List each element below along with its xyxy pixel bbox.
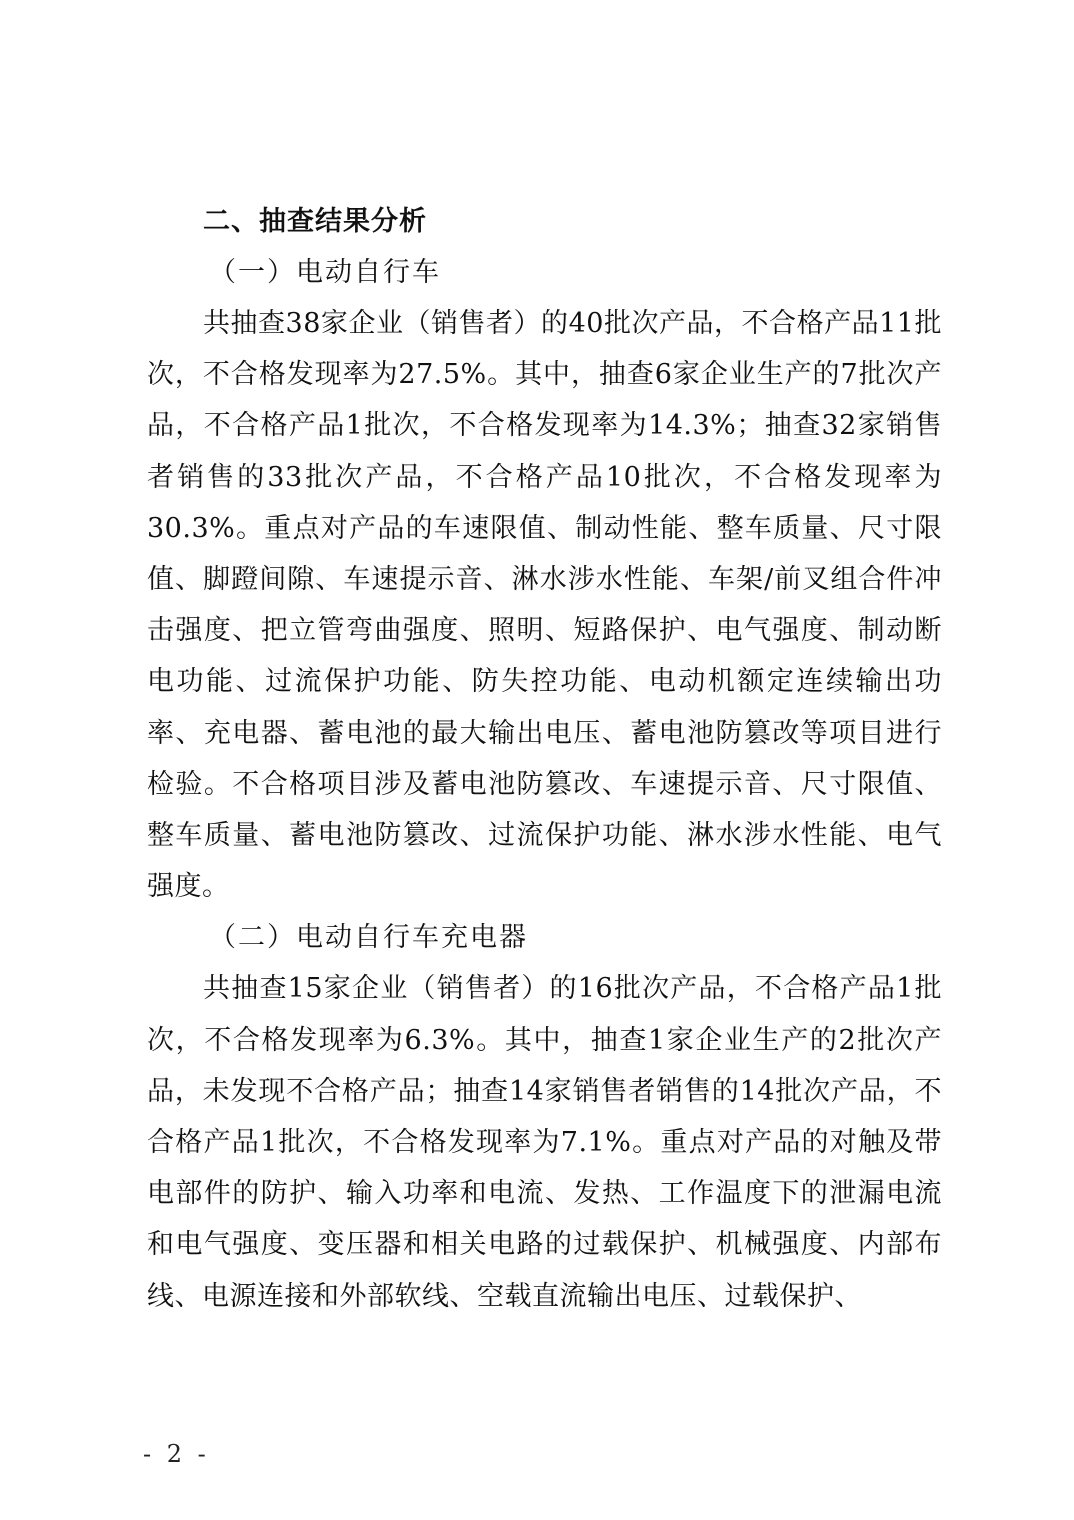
subsection-heading-electric-bicycle: （一）电动自行车 [209, 257, 441, 288]
page-number: - 2 - [143, 1440, 210, 1468]
subsection-heading-charger: （二）电动自行车充电器 [209, 922, 528, 954]
subsection-body-charger: 共抽查15家企业（销售者）的16批次产品，不合格产品1批次，不合格发现率为6.3%。其中，抽查1家企业生产的2批次产品，未发现不合格产品；抽查14家销售者销售的14批次产品，不合格产品1批次，不合格发现率为7.1%。重点对产品的对触及带电部件的防护、输入功率和电流、发热、工作温度下的泄漏电流和电气强度、变压器和相关电路的过载保护、机械强度、内部布线、电源连接和外部软线、空载直流输出电压、过载保护、 [147, 973, 942, 1312]
subsection-body-electric-bicycle: 共抽查38家企业（销售者）的40批次产品，不合格产品11批次，不合格发现率为27.5%。其中，抽查6家企业生产的7批次产品，不合格产品1批次，不合格发现率为14.3%；抽查32家销售者销售的33批次产品，不合格产品10批次，不合格发现率为30.3%。重点对产品的车速限值、制动性能、整车质量、尺寸限值、脚蹬间隙、车速提示音、淋水涉水性能、车架/前叉组合件冲击强度、把立管弯曲强度、照明、短路保护、电气强度、制动断电功能、过流保护功能、防失控功能、电动机额定连续输出功率、充电器、蓄电池的最大输出电压、蓄电池防篡改等项目进行检验。不合格项目涉及蓄电池防篡改、车速提示音、尺寸限值、整车质量、蓄电池防篡改、过流保护功能、淋水涉水性能、电气强度。 [147, 308, 942, 903]
section-heading: 二、抽查结果分析 [203, 206, 427, 237]
page-content [147, 196, 942, 1322]
